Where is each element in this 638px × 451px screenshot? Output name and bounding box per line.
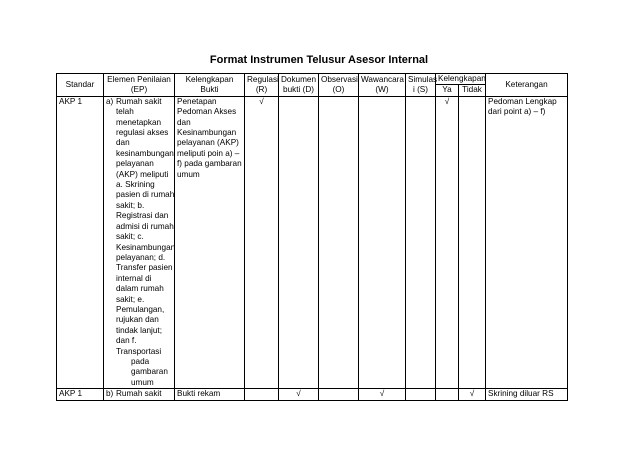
cell-regulasi: √: [245, 96, 279, 388]
header-simulasi: Simulas i (S): [406, 74, 436, 97]
document-title: Format Instrumen Telusur Asesor Internal: [209, 54, 429, 66]
header-ya: Ya: [436, 85, 459, 96]
header-row: [57, 74, 568, 85]
cell-bukti: Penetapan Pedoman Akses dan Kesinambungan pelayanan (AKP) meliputi poin a) – f) pada gambaran umum: [175, 96, 245, 388]
cell-elemen-penilaian: [104, 96, 175, 388]
table-row: [57, 96, 568, 388]
header-regulasi: Regulasi (R): [245, 74, 279, 97]
cell-wawancara: √: [359, 389, 406, 400]
cell-dokumen: [279, 96, 319, 388]
cell-simulasi: [406, 96, 436, 388]
header-standar: Standar: [57, 74, 104, 97]
cell-elemen-penilaian: [104, 389, 175, 400]
cell-bukti: Bukti rekam: [175, 389, 245, 400]
header-wawancara: Wawancara (W): [359, 74, 406, 97]
cell-tidak: √: [459, 389, 486, 400]
cell-observasi: [319, 389, 359, 400]
table-row: [57, 389, 568, 400]
cell-regulasi: [245, 389, 279, 400]
cell-ya: √: [436, 96, 459, 388]
cell-standar: AKP 1: [57, 96, 104, 388]
header-kelengkapan-bukti: Kelengkapan Bukti: [175, 74, 245, 97]
cell-keterangan: Pedoman Lengkap dari point a) – f): [486, 96, 568, 388]
ep-text: Rumah sakit telah menetapkan regulasi akses dan kesinambungan pelayanan (AKP) meliputi a. Skrining pasien di rumah sakit; b. Registrasi dan admisi di rumah sakit; c. Kesinambungan pelayanan; d. Transfer pasien internal di dalam rumah sakit; e. Pemulangan, rujukan dan tindak lanjut; dan f. Transportasi: [116, 96, 176, 356]
ep-number: a): [106, 96, 114, 106]
cell-observasi: [319, 96, 359, 388]
cell-keterangan: Skrining diluar RS: [486, 389, 568, 400]
cell-simulasi: [406, 389, 436, 400]
cell-standar: AKP 1: [57, 389, 104, 400]
header-tidak: Tidak: [459, 85, 486, 96]
header-observasi: Observasi (O): [319, 74, 359, 97]
header-keterangan: Keterangan: [486, 74, 568, 97]
header-dokumen: Dokumen bukti (D): [279, 74, 319, 97]
cell-wawancara: [359, 96, 406, 388]
ep-number: b): [106, 389, 114, 399]
header-elemen-penilaian: Elemen Penilaian (EP): [104, 74, 175, 97]
ep-tail: pada gambaran umum: [131, 356, 168, 387]
cell-tidak: [459, 96, 486, 388]
ep-text: Rumah sakit: [116, 389, 162, 399]
cell-ya: [436, 389, 459, 400]
instrument-table: [56, 73, 568, 401]
header-kelengkapan: Kelengkapan: [436, 74, 486, 85]
cell-dokumen: √: [279, 389, 319, 400]
